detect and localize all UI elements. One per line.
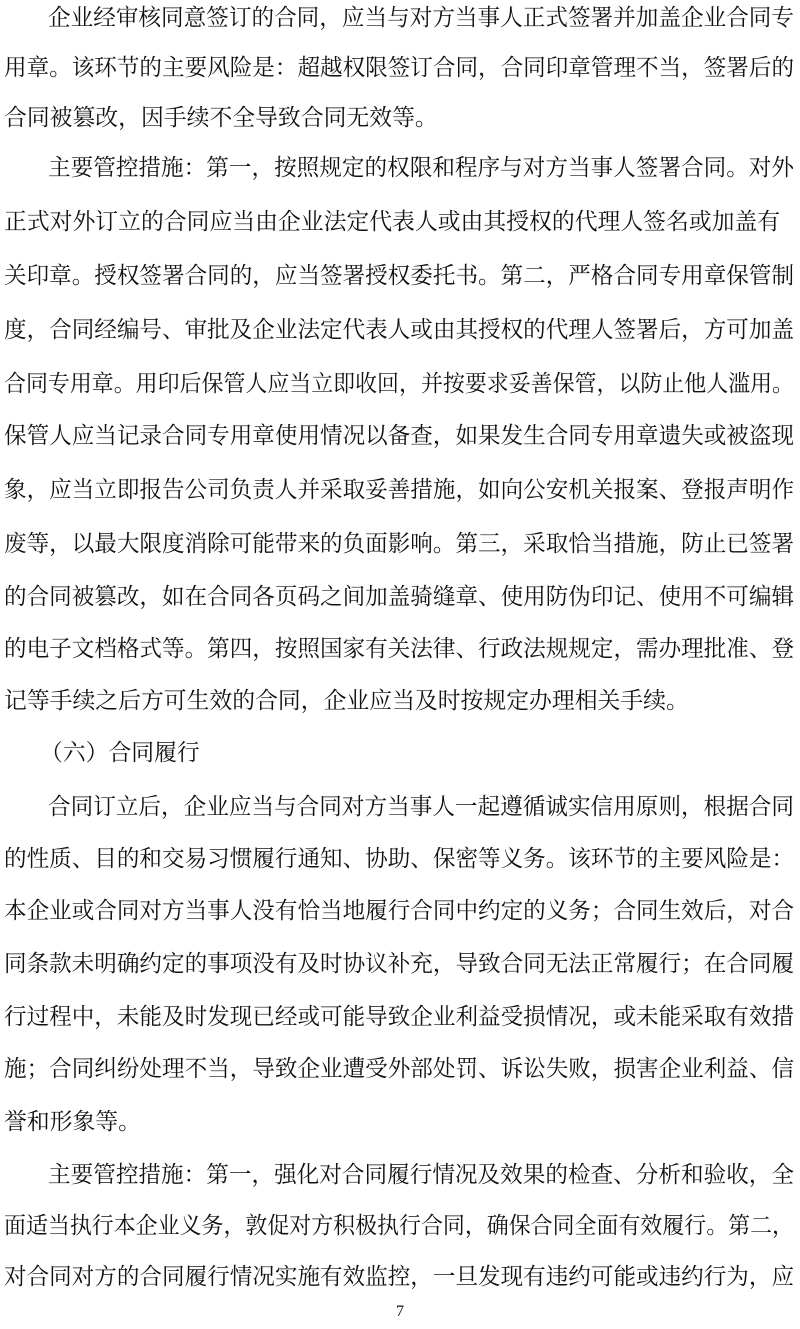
text-line <box>0 1206 800 1246</box>
text-line-content: 行过程中，未能及时发现已经或可能导致企业利益受损情况，或未能采取有效措 <box>4 1004 795 1030</box>
text-line <box>0 524 800 564</box>
text-line <box>0 1257 800 1297</box>
text-line <box>0 310 800 350</box>
text-line <box>0 997 800 1037</box>
text-line-content: 用章。该环节的主要风险是：超越权限签订合同，合同印章管理不当，签署后的 <box>4 55 795 81</box>
text-line-content: 的电子文档格式等。第四，按照国家有关法律、行政法规规定，需办理批准、登 <box>4 636 795 662</box>
text-line <box>0 148 800 188</box>
text-line <box>0 1049 800 1089</box>
text-line-content: 合同被篡改，因手续不全导致合同无效等。 <box>4 105 438 131</box>
text-line <box>0 787 800 827</box>
text-line-content: 施；合同纠纷处理不当，导致企业遭受外部处罚、诉讼失败，损害企业利益、信 <box>4 1056 795 1082</box>
text-line <box>0 1102 800 1142</box>
text-line <box>0 0 800 38</box>
text-line-content: 合同专用章。用印后保管人应当立即收回，并按要求妥善保管，以防止他人滥用。 <box>4 371 794 397</box>
text-line-content: 的性质、目的和交易习惯履行通知、协助、保密等义务。该环节的主要风险是： <box>4 846 795 872</box>
text-line-content: 关印章。授权签署合同的，应当签署授权委托书。第二，严格合同专用章保管制 <box>4 263 795 289</box>
text-line-content: 企业经审核同意签订的合同，应当与对方当事人正式签署并加盖企业合同专 <box>48 5 795 31</box>
text-line-content: 同条款未明确约定的事项没有及时协议补充，导致合同无法正常履行；在合同履 <box>4 951 795 977</box>
text-line-content: 的合同被篡改，如在合同各页码之间加盖骑缝章、使用防伪印记、使用不可编辑 <box>4 584 795 610</box>
text-line <box>0 891 800 931</box>
text-line-content: 正式对外订立的合同应当由企业法定代表人或由其授权的代理人签名或加盖有 <box>4 209 781 235</box>
text-line-content: 主要管控措施：第一，按照规定的权限和程序与对方当事人签署合同。对外 <box>48 155 795 181</box>
text-line-content: 对合同对方的合同履行情况实施有效监控，一旦发现有违约可能或违约行为，应 <box>4 1264 795 1290</box>
text-line <box>0 470 800 510</box>
text-line-content: 面适当执行本企业义务，敦促对方积极执行合同，确保合同全面有效履行。第二， <box>4 1213 794 1239</box>
text-line <box>0 98 800 138</box>
text-line <box>0 256 800 296</box>
page-number: 7 <box>396 1303 404 1320</box>
section-heading <box>0 733 800 773</box>
text-line <box>0 681 800 721</box>
text-line <box>0 364 800 404</box>
text-line-content: 保管人应当记录合同专用章使用情况以备查，如果发生合同专用章遗失或被盗现 <box>4 423 795 449</box>
text-line-content: 合同订立后，企业应当与合同对方当事人一起遵循诚实信用原则，根据合同 <box>48 794 795 820</box>
text-line <box>0 202 800 242</box>
text-line <box>0 416 800 456</box>
text-line <box>0 839 800 879</box>
text-line <box>0 577 800 617</box>
text-line <box>0 944 800 984</box>
text-line <box>0 629 800 669</box>
text-line <box>0 1155 800 1195</box>
text-line-content: 废等，以最大限度消除可能带来的负面影响。第三，采取恰当措施，防止已签署 <box>4 531 795 557</box>
text-line-content: 象，应当立即报告公司负责人并采取妥善措施，如向公安机关报案、登报声明作 <box>4 477 795 503</box>
text-line-content: 主要管控措施：第一，强化对合同履行情况及效果的检查、分析和验收，全 <box>48 1162 795 1188</box>
text-line-content: 本企业或合同对方当事人没有恰当地履行合同中约定的义务；合同生效后，对合 <box>4 898 795 924</box>
text-line-content: 度，合同经编号、审批及企业法定代表人或由其授权的代理人签署后，方可加盖 <box>4 317 795 343</box>
text-line-content: 记等手续之后方可生效的合同，企业应当及时按规定办理相关手续。 <box>4 688 689 714</box>
section-heading-text: （六）合同履行 <box>40 740 200 766</box>
text-line-content: 誉和形象等。 <box>4 1109 141 1135</box>
text-line <box>0 48 800 88</box>
